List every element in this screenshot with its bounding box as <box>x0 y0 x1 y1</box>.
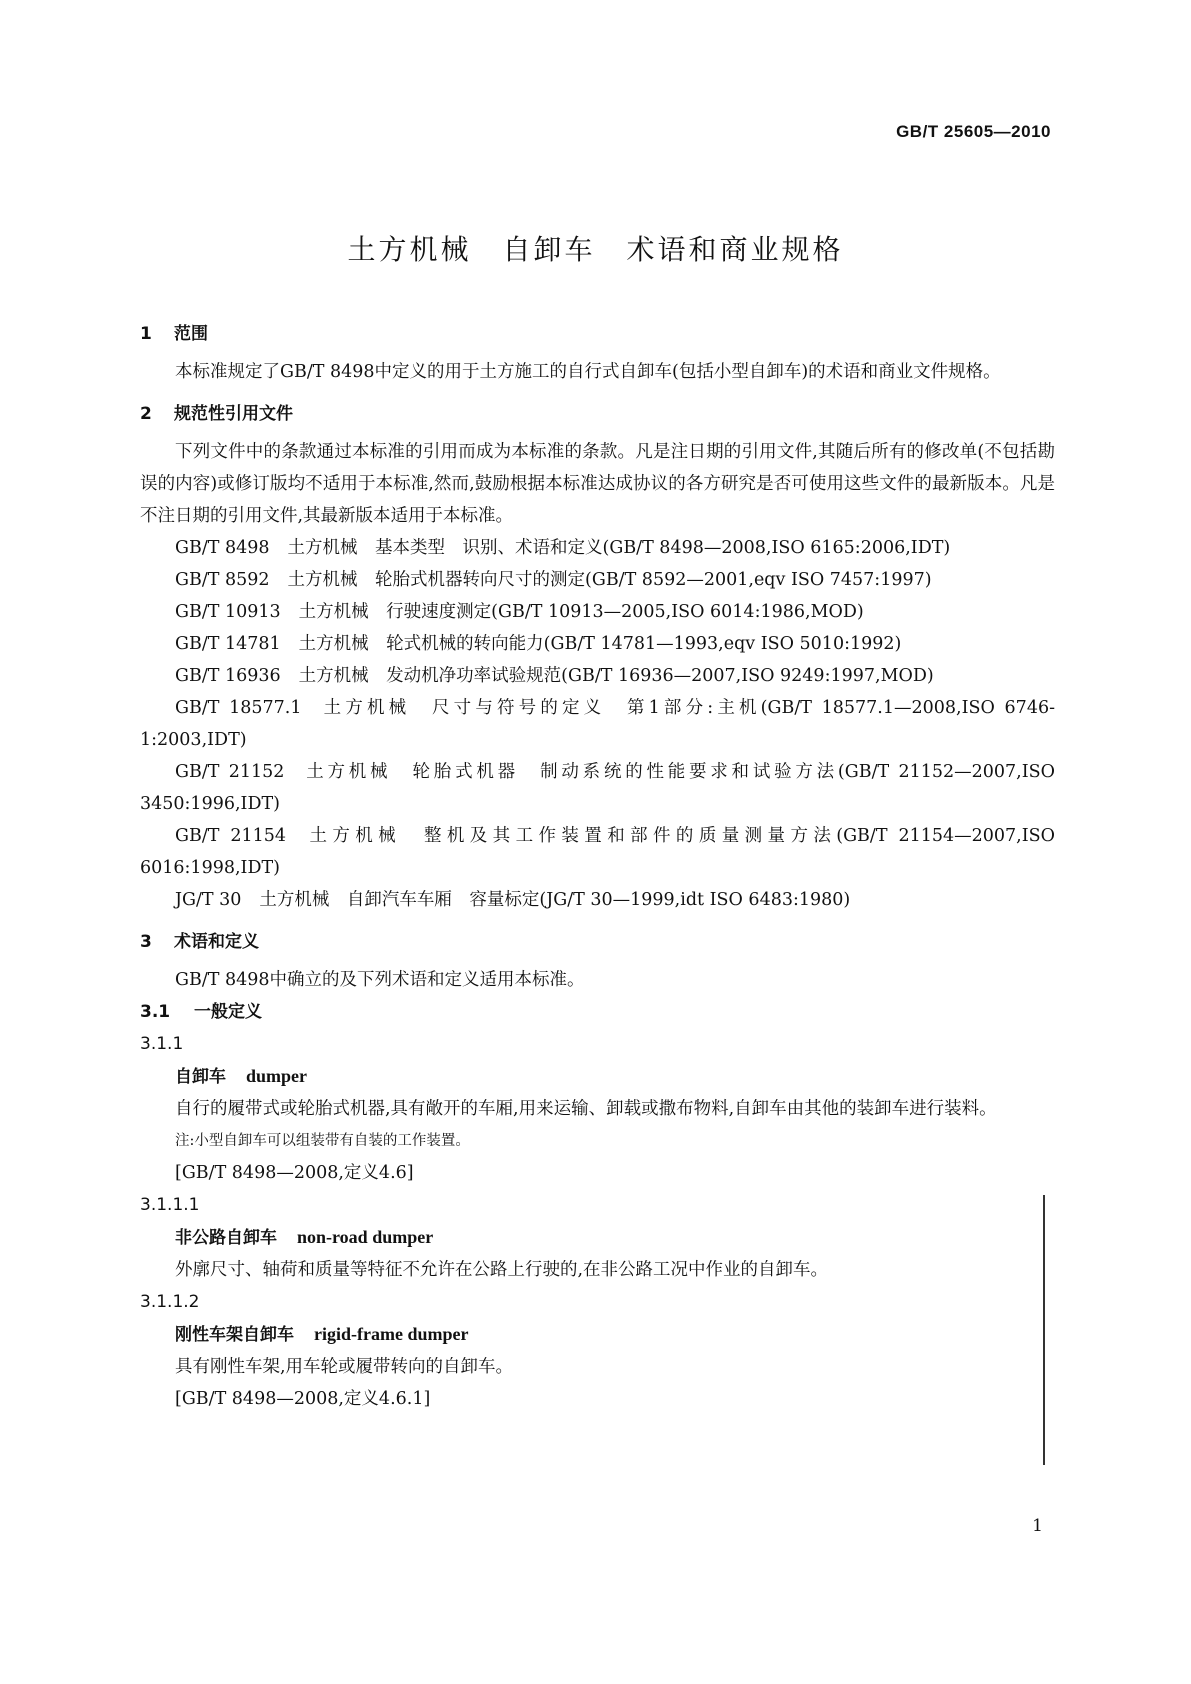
reference-item: GB/T 8592 土方机械 轮胎式机器转向尺寸的测定(GB/T 8592—2001,eqv ISO 7457:1997) <box>175 570 932 590</box>
subsection-heading-general: 3.1 一般定义 <box>140 1002 262 1022</box>
term-definition: 自行的履带式或轮胎式机器,具有敞开的车厢,用来运输、卸载或撒布物料,自卸车由其他的装卸车进行装料。 <box>175 1099 997 1119</box>
reference-item: GB/T 14781 土方机械 轮式机械的转向能力(GB/T 14781—1993,eqv ISO 5010:1992) <box>175 634 902 654</box>
term-number: 3.1.1 <box>140 1034 184 1054</box>
reference-item: GB/T 8498 土方机械 基本类型 识别、术语和定义(GB/T 8498—2008,ISO 6165:2006,IDT) <box>175 538 951 558</box>
reference-item: GB/T 10913 土方机械 行驶速度测定(GB/T 10913—2005,ISO 6014:1986,MOD) <box>175 602 864 622</box>
term-source: [GB/T 8498—2008,定义4.6.1] <box>175 1389 431 1409</box>
term-heading: 自卸车 dumper <box>175 1066 308 1087</box>
term-heading: 非公路自卸车 non-road dumper <box>175 1227 434 1248</box>
term-heading: 刚性车架自卸车 rigid-frame dumper <box>175 1324 469 1345</box>
reference-item: GB/T 21152 土方机械 轮胎式机器 制动系统的性能要求和试验方法(GB/T 21152—2007,ISO 3450:1996,IDT) <box>140 762 1055 814</box>
section-heading-terms-definitions: 3 术语和定义 <box>140 932 259 952</box>
term-source: [GB/T 8498—2008,定义4.6] <box>175 1163 414 1183</box>
document-body <box>140 318 1055 1415</box>
reference-item: GB/T 21154 土方机械 整机及其工作装置和部件的质量测量方法(GB/T 21154—2007,ISO 6016:1998,IDT) <box>140 826 1055 878</box>
reference-item: JG/T 30 土方机械 自卸汽车车厢 容量标定(JG/T 30—1999,idt ISO 6483:1980) <box>175 890 851 910</box>
reference-item: GB/T 18577.1 土方机械 尺寸与符号的定义 第1部分:主机(GB/T 18577.1—2008,ISO 6746-1:2003,IDT) <box>140 698 1055 750</box>
section-heading-normative-references: 2 规范性引用文件 <box>140 404 293 424</box>
references-intro-paragraph: 下列文件中的条款通过本标准的引用而成为本标准的条款。凡是注日期的引用文件,其随后所有的修改单(不包括勘误的内容)或修订版均不适用于本标准,然而,鼓励根据本标准达成协议的各方研究是否可使用这些文件的最新版本。凡是不注日期的引用文件,其最新版本适用于本标准。 <box>140 442 1055 526</box>
document-title: 土方机械 自卸车 术语和商业规格 <box>347 233 844 266</box>
section-heading-scope: 1 范围 <box>140 324 208 344</box>
scope-paragraph: 本标准规定了GB/T 8498中定义的用于土方施工的自行式自卸车(包括小型自卸车)的术语和商业文件规格。 <box>175 362 1001 382</box>
reference-item: GB/T 16936 土方机械 发动机净功率试验规范(GB/T 16936—2007,ISO 9249:1997,MOD) <box>175 666 934 686</box>
term-definition: 外廓尺寸、轴荷和质量等特征不允许在公路上行驶的,在非公路工况中作业的自卸车。 <box>175 1260 829 1280</box>
revision-bar <box>1043 1195 1045 1465</box>
standard-code: GB/T 25605—2010 <box>896 122 1051 141</box>
terms-intro-paragraph: GB/T 8498中确立的及下列术语和定义适用本标准。 <box>175 970 585 990</box>
term-note: 注:小型自卸车可以组装带有自装的工作装置。 <box>175 1133 470 1149</box>
term-number: 3.1.1.1 <box>140 1195 200 1215</box>
term-definition: 具有刚性车架,用车轮或履带转向的自卸车。 <box>175 1357 514 1377</box>
page-number: 1 <box>1032 1516 1043 1536</box>
term-number: 3.1.1.2 <box>140 1292 200 1312</box>
